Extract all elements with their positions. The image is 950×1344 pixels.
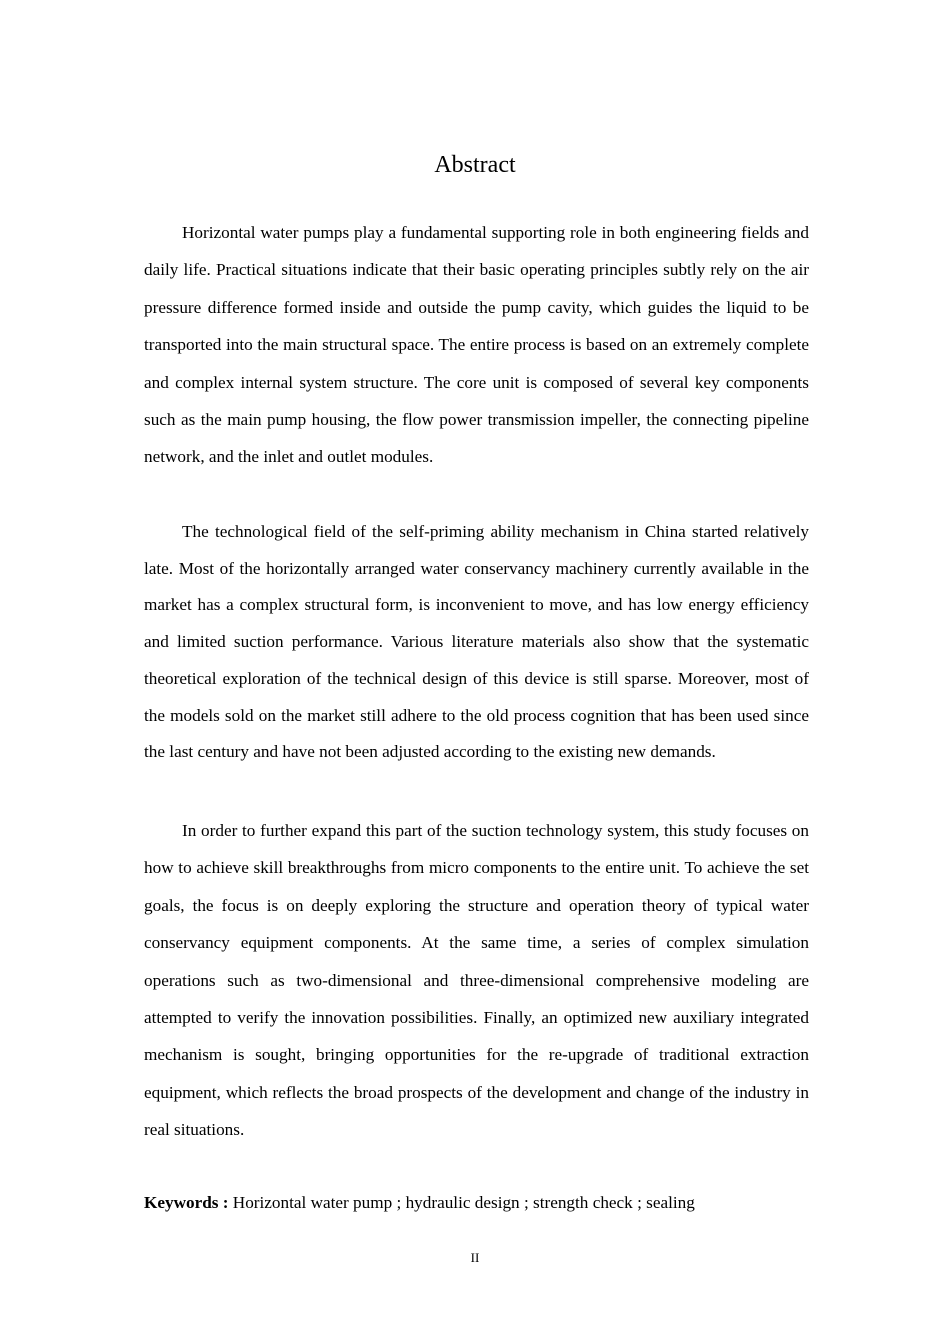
abstract-paragraph-3: In order to further expand this part of the suction technology system, this study focuses on how to achieve skill breakthroughs from micro components to the entire unit. To achieve the set goals, the focus is on deeply exploring the structure and operation theory of typical water conservancy equipment components. At the same time, a series of complex simulation operations such as two-dimensional and three-dimensional comprehensive modeling are attempted to verify the innovation possibilities. Finally, an optimized new auxiliary integrated mechanism is sought, bringing opportunities for the re-upgrade of traditional extraction equipment, which reflects the broad prospects of the development and change of the industry in real situations.: [144, 821, 809, 1140]
abstract-paragraph-1: Horizontal water pumps play a fundamental supporting role in both engineering fields and daily life. Practical situations indicate that their basic operating principles subtly rely on the air pressure difference formed inside and outside the pump cavity, which guides the liquid to be transported into the main structural space. The entire process is based on an extremely complete and complex internal system structure. The core unit is composed of several key components such as the main pump housing, the flow power transmission impeller, the connecting pipeline network, and the inlet and outlet modules.: [144, 223, 809, 467]
abstract-paragraph-3-block: [144, 812, 809, 1149]
page-number: II: [470, 1250, 480, 1265]
abstract-title: Abstract: [434, 152, 516, 178]
abstract-paragraph-2: The technological field of the self-priming ability mechanism in China started relatively late. Most of the horizontally arranged water conservancy machinery currently available in the market has a complex structural form, is inconvenient to move, and has low energy efficiency and limited suction performance. Various literature materials also show that the systematic theoretical exploration of the technical design of this device is still sparse. Moreover, most of the models sold on the market still adhere to the old process cognition that has been used since the last century and have not been adjusted according to the existing new demands.: [144, 522, 809, 762]
keywords-value: Horizontal water pump ; hydraulic design ; strength check ; sealing: [232, 1193, 695, 1212]
abstract-paragraph-2-block: [144, 514, 809, 771]
abstract-paragraph-1-block: [144, 214, 809, 476]
keywords-label: Keywords :: [144, 1193, 229, 1212]
keywords-line: [144, 1187, 809, 1219]
